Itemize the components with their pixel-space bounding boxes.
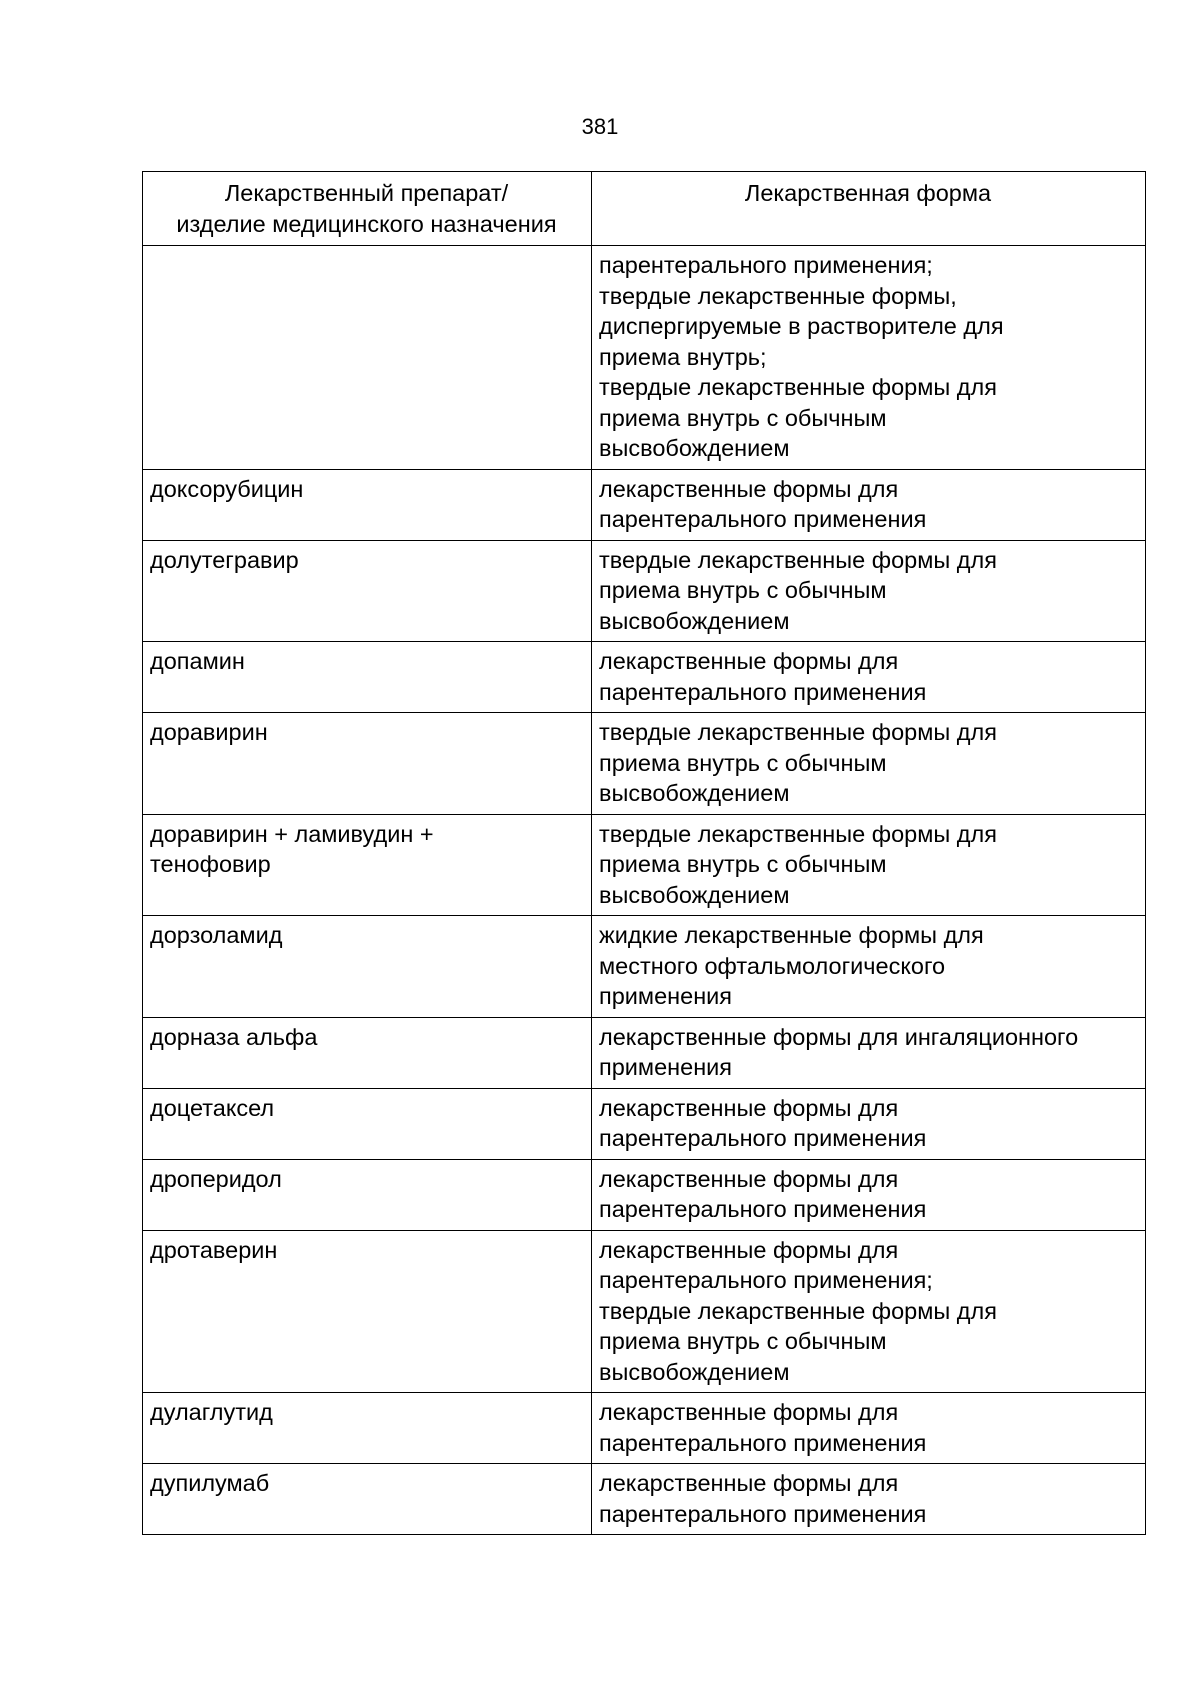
drug-cell: дротаверин [143, 1230, 592, 1393]
table-row [143, 814, 1146, 916]
drug-form-table [142, 171, 1146, 1535]
drug-cell: доцетаксел [143, 1088, 592, 1159]
table-header-row [143, 172, 1146, 246]
drug-cell: доксорубицин [143, 469, 592, 540]
page-number: 381 [581, 114, 619, 139]
table-row [143, 1393, 1146, 1464]
drug-cell: дулаглутид [143, 1393, 592, 1464]
table-row [143, 1017, 1146, 1088]
table-row [143, 642, 1146, 713]
drug-cell: дорназа альфа [143, 1017, 592, 1088]
drug-cell: дупилумаб [143, 1464, 592, 1535]
dosage-form-cell: лекарственные формы для парентерального применения [592, 1159, 1146, 1230]
drug-cell: допамин [143, 642, 592, 713]
dosage-form-cell: жидкие лекарственные формы для местного офтальмологического применения [592, 916, 1146, 1018]
table-row [143, 916, 1146, 1018]
drug-cell [143, 246, 592, 470]
dosage-form-cell: твердые лекарственные формы для приема внутрь с обычным высвобождением [592, 540, 1146, 642]
dosage-form-cell: лекарственные формы для ингаляционного применения [592, 1017, 1146, 1088]
table-row [143, 1159, 1146, 1230]
table-row [143, 713, 1146, 815]
dosage-form-cell: лекарственные формы для парентерального применения [592, 1393, 1146, 1464]
drug-cell: доравирин [143, 713, 592, 815]
dosage-form-cell: парентерального применения; твердые лекарственные формы, диспергируемые в растворителе для приема внутрь; твердые лекарственные формы для приема внутрь с обычным высвобождением [592, 246, 1146, 470]
table-row [143, 1230, 1146, 1393]
drug-cell: долутегравир [143, 540, 592, 642]
dosage-form-cell: лекарственные формы для парентерального применения [592, 1464, 1146, 1535]
table-row [143, 1088, 1146, 1159]
dosage-form-cell: лекарственные формы для парентерального применения [592, 642, 1146, 713]
table-row [143, 246, 1146, 470]
table-row [143, 540, 1146, 642]
dosage-form-cell: твердые лекарственные формы для приема внутрь с обычным высвобождением [592, 713, 1146, 815]
dosage-form-cell: лекарственные формы для парентерального применения [592, 1088, 1146, 1159]
drug-cell: дорзоламид [143, 916, 592, 1018]
header-drug: Лекарственный препарат/ изделие медицинского назначения [143, 172, 592, 246]
header-dosage-form: Лекарственная форма [592, 172, 1146, 246]
table-row [143, 469, 1146, 540]
dosage-form-cell: лекарственные формы для парентерального применения; твердые лекарственные формы для приема внутрь с обычным высвобождением [592, 1230, 1146, 1393]
drug-cell: доравирин + ламивудин + тенофовир [143, 814, 592, 916]
drug-cell: дроперидол [143, 1159, 592, 1230]
dosage-form-cell: твердые лекарственные формы для приема внутрь с обычным высвобождением [592, 814, 1146, 916]
dosage-form-cell: лекарственные формы для парентерального применения [592, 469, 1146, 540]
table-row [143, 1464, 1146, 1535]
